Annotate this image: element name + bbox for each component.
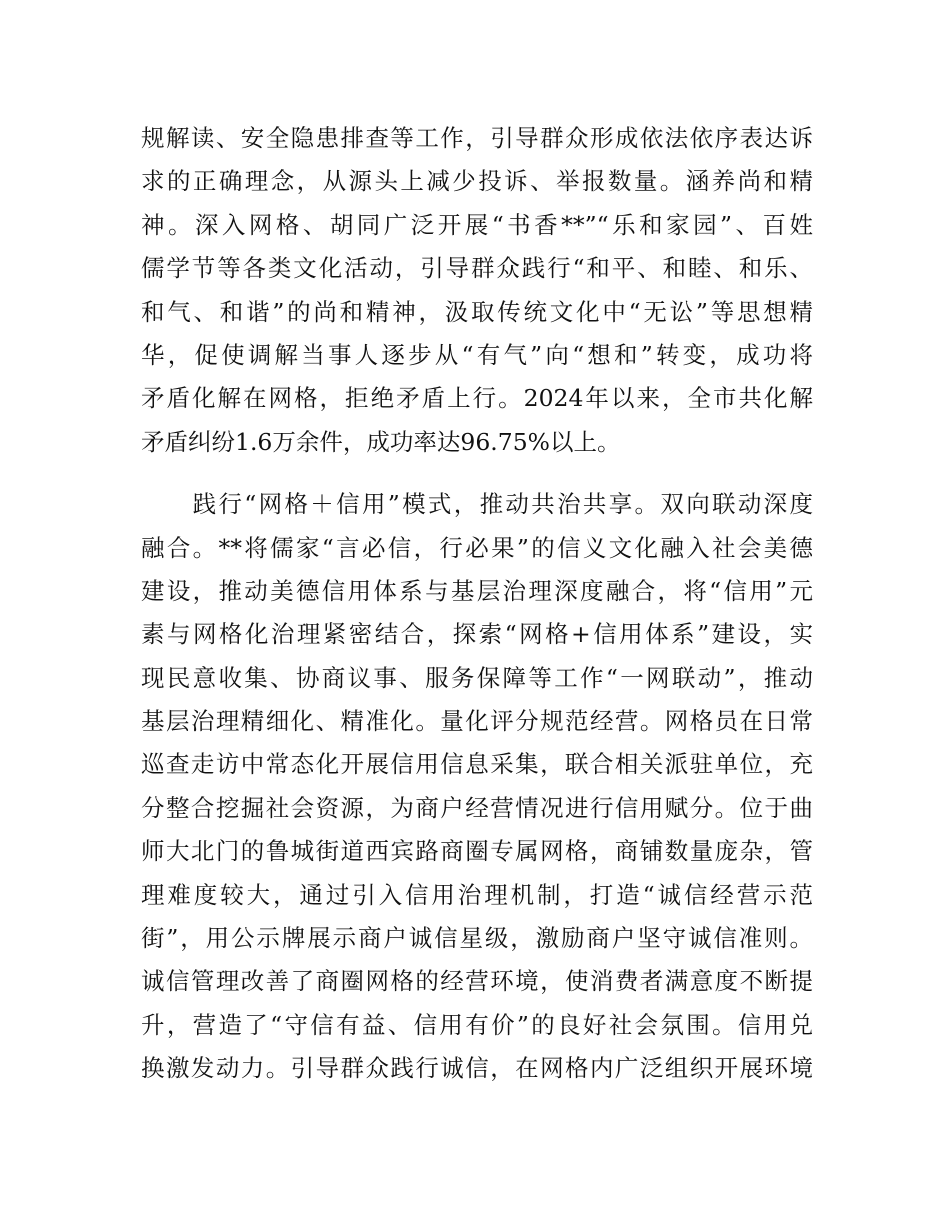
text-line: 师大北门的鲁城街道西宾路商圈专属网格，商铺数量庞杂，管 xyxy=(141,837,813,866)
paragraph-1 xyxy=(141,117,813,464)
text-line: 融合。**将儒家“言必信，行必果”的信义文化融入社会美德 xyxy=(141,533,813,562)
paragraph-2 xyxy=(141,483,813,1090)
text-line: 矛盾化解在网格，拒绝矛盾上行。2024年以来，全市共化解 xyxy=(141,384,813,413)
text-line: 巡查走访中常态化开展信用信息采集，联合相关派驻单位，充 xyxy=(141,750,813,779)
paragraph-spacer xyxy=(141,464,813,483)
text-line: 分整合挖掘社会资源，为商户经营情况进行信用赋分。位于曲 xyxy=(141,793,813,822)
text-line: 神。深入网格、胡同广泛开展“书香**”“乐和家园”、百姓 xyxy=(141,210,813,239)
text-line: 矛盾纠纷1.6万余件，成功率达96.75%以上。 xyxy=(141,427,621,456)
document-body xyxy=(141,117,813,1091)
text-line: 基层治理精细化、精准化。量化评分规范经营。网格员在日常 xyxy=(141,707,813,736)
text-line: 理难度较大，通过引入信用治理机制，打造“诚信经营示范 xyxy=(141,880,813,909)
text-line: 素与网格化治理紧密结合，探索“网格+信用体系”建设，实 xyxy=(141,620,813,649)
text-line: 换激发动力。引导群众践行诚信，在网格内广泛组织开展环境 xyxy=(141,1054,813,1083)
text-line: 诚信管理改善了商圈网格的经营环境，使消费者满意度不断提 xyxy=(141,967,813,996)
text-line: 华，促使调解当事人逐步从“有气”向“想和”转变，成功将 xyxy=(141,340,813,369)
text-line: 践行“网格＋信用”模式，推动共治共享。双向联动深度 xyxy=(141,490,813,519)
text-line: 建设，推动美德信用体系与基层治理深度融合，将“信用”元 xyxy=(141,576,813,605)
text-line: 现民意收集、协商议事、服务保障等工作“一网联动”，推动 xyxy=(141,663,813,692)
text-line: 街”，用公示牌展示商户诚信星级，激励商户坚守诚信准则。 xyxy=(141,924,813,953)
text-line: 升，营造了“守信有益、信用有价”的良好社会氛围。信用兑 xyxy=(141,1010,813,1039)
text-line: 儒学节等各类文化活动，引导群众践行“和平、和睦、和乐、 xyxy=(141,254,813,283)
text-line: 求的正确理念，从源头上减少投诉、举报数量。涵养尚和精 xyxy=(141,167,813,196)
text-line: 规解读、安全隐患排查等工作，引导群众形成依法依序表达诉 xyxy=(141,124,813,152)
text-line: 和气、和谐”的尚和精神，汲取传统文化中“无讼”等思想精 xyxy=(141,297,813,326)
